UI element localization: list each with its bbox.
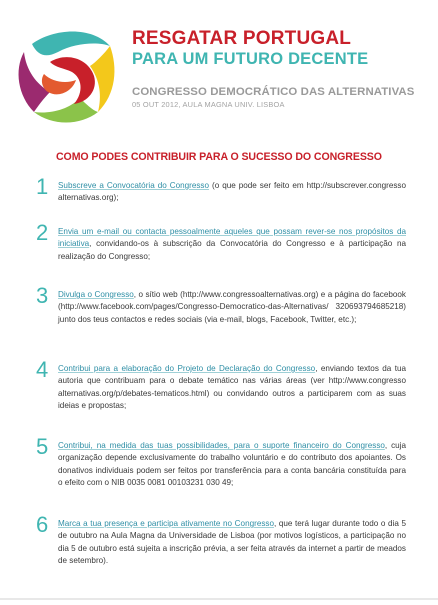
bottom-divider [0, 598, 438, 600]
item-number: 6 [36, 512, 49, 537]
congress-name: CONGRESSO DEMOCRÁTICO DAS ALTERNATIVAS [132, 86, 415, 98]
item-body: , o sítio web (http://www.congressoalternativas.org) e a página do facebook (http://www.facebook.com/pages/Congresso-Democratico-das-Alternativas/ 320693794685218) junto dos teus contactos e redes sociais (via e-mail, blogs, Facebook, Twitter, etc.); [58, 290, 406, 324]
item-number: 2 [36, 220, 49, 245]
item-highlight-link[interactable]: Contribui, na medida das tuas possibilidades, para o suporte financeiro do Congresso [58, 441, 385, 450]
item-number: 1 [36, 174, 49, 199]
item-body: , que terá lugar durante todo o dia 5 de outubro na Aula Magna da Universidade de Lisboa (por motivos logísticos, a participação no dia 5 de outubro está sujeita a inscrição prévia, a ser feita através da internet a partir de meados de setembro). [58, 519, 406, 565]
item-highlight-link[interactable]: Marca a tua presença e participa ativamente no Congresso [58, 519, 274, 528]
item-text [58, 440, 406, 489]
congress-swirl-logo-icon [14, 22, 122, 126]
item-body: , enviando textos da tua autoria que contribuam para o debate temático nas várias áreas (ver http://www.congresso alternativas.org/p/debates-tematicos.html) ou convidando outros a participarem com as suas ideias e propostas; [58, 364, 406, 410]
item-text [58, 289, 406, 326]
title-line-2: PARA UM FUTURO DECENTE [132, 50, 369, 68]
item-body: , cuja organização depende exclusivamente do trabalho voluntário e do contributo dos apoiantes. Os donativos individuais podem ser feitos por transferência para a conta bancária constituída para o efeito com o NIB 0035 0081 00103231 030 49; [58, 441, 407, 487]
item-number: 4 [36, 357, 49, 382]
item-highlight-link[interactable]: Subscreve a Convocatória do Congresso [58, 181, 210, 190]
item-body: , convidando-os à subscrição da Convocatória do Congresso e à participação na realização do Congresso; [58, 239, 406, 261]
item-text [58, 226, 406, 263]
item-text [58, 180, 406, 205]
item-text [58, 363, 406, 412]
item-highlight-link[interactable]: Contribui para a elaboração do Projeto de Declaração do Congresso [58, 364, 316, 373]
item-highlight-link[interactable]: Envia um e-mail ou contacta pessoalmente aqueles que possam rever-se nos propósitos da iniciativa [58, 227, 406, 249]
section-heading: COMO PODES CONTRIBUIR PARA O SUCESSO DO CONGRESSO [56, 151, 382, 163]
item-number: 5 [36, 434, 49, 459]
item-highlight-link[interactable]: Divulga o Congresso [58, 290, 134, 299]
title-line-1: RESGATAR PORTUGAL [132, 28, 352, 49]
item-text [58, 518, 406, 567]
item-body: (o que pode ser feito em http://subscrever.congresso alternativas.org); [58, 181, 406, 203]
date-place: 05 OUT 2012, AULA MAGNA UNIV. LISBOA [132, 100, 285, 109]
item-number: 3 [36, 283, 49, 308]
